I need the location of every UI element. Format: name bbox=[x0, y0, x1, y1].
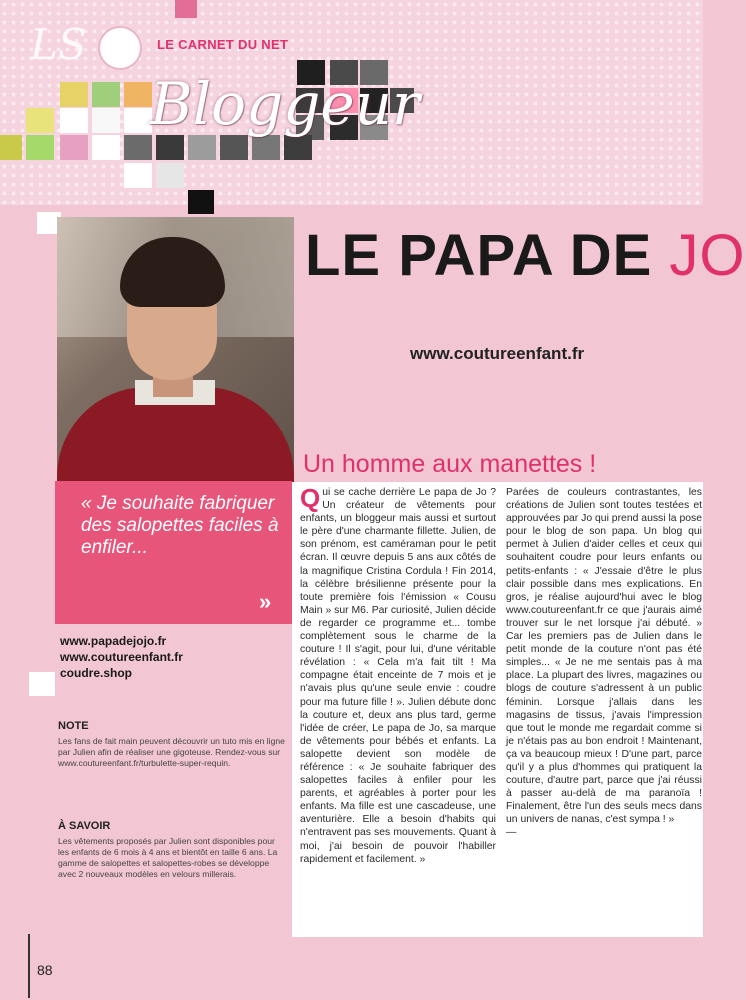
quote-open-mark: « bbox=[81, 493, 92, 514]
drop-cap: Q bbox=[300, 483, 321, 513]
a-savoir-body: Les vêtements proposés par Julien sont disponibles pour les enfants de 6 mois à 4 ans et bientôt en taille 6 ans. La gamme de salopettes et salopettes-robes se développe avec 2 nouveaux modèles en velours millerais. bbox=[58, 836, 278, 879]
rubric-title: Bloggeur bbox=[150, 70, 420, 138]
portrait-photo bbox=[57, 217, 294, 480]
website-url: www.coutureenfant.fr bbox=[410, 344, 585, 363]
pull-quote bbox=[55, 481, 292, 624]
page-rule bbox=[28, 934, 30, 998]
magazine-logo-script: LS bbox=[30, 20, 87, 69]
article-body bbox=[292, 482, 703, 937]
article-column-1-text: ui se cache derrière Le papa de Jo ? Un créateur de vêtements pour enfants, un bloggeur mais aussi et surtout le père d'une charmante fillette. Julien, de son prénom, est caméraman pour le petit écran. Il œuvre depuis 5 ans aux côtés de la magnifique Cristina Cordula ! Fin 2014, la célèbre brésilienne présente pour la toute première fois l'émission « Cousu Main » sur M6. Par curiosité, Julien décide de regarder ce programme et... tombe complètement sous le charme de la couture ! Il s'agit, pour lui, d'une véritable révélation : « Cela m'a fait tilt ! Ma compagne était enceinte de 7 mois et je n'avais plus qu'une seule envie : coudre pour ma future fille ! ». Julien débute donc la couture et, deux ans plus tard, germe l'idée de créer, Le papa de Jo, sa marque de vêtements pour bébés et enfants. La salopette devient son modèle de référence : « Je souhaite fabriquer des salopettes faciles à enfiler pour les parents, et agréables à porter pour les enfants. Ma fille est une cascadeuse, une aventurière. Elle a besoin d'habits qui n'entravent pas ses mouvements. Quant à moi, j'ai besoin de pouvoir l'habiller rapidement et facilement. » bbox=[300, 487, 496, 865]
link-coutureenfant: www.coutureenfant.fr bbox=[60, 650, 183, 664]
article-title bbox=[305, 222, 746, 289]
quote-close-mark: » bbox=[259, 589, 272, 614]
section-label: LE CARNET DU NET bbox=[157, 37, 289, 52]
note-body: Les fans de fait main peuvent découvrir un tuto mis en ligne par Julien afin de réaliser une gigoteuse. Rendez-vous sur www.coutureenfant.fr/turbulette-super-requin. bbox=[58, 736, 285, 768]
article-column-2 bbox=[506, 486, 702, 840]
article-title-accent: JO bbox=[669, 223, 746, 288]
links-list bbox=[60, 633, 183, 681]
article-column-2-text: Parées de couleurs contrastantes, les créations de Julien sont toutes testées et approuvées par Jo qui prend aussi la pose pour le blog de son papa. Un blog qui permet à Julien d'aider celles et ceux qui souhaitent coudre pour leurs enfants ou petits-enfants : « J'essaie d'être le plus clair possible dans mes explications. En gros, je réalise aujourd'hui avec le blog www.coutureenfant.fr ce que j'aurais aimé trouver sur le net lorsque j'ai débuté. » Car les premiers pas de Julien dans le petit monde de la couture n'ont pas été simples... « Je ne me sentais pas à ma place. La plupart des livres, magazines ou blogs de couture s'adressent à un public féminin. Lorsque j'allais dans les magasins de tissus, j'avais l'impression que tout le monde me regardait comme si je n'étais pas au bon endroit ! Maintenant, ça va beaucoup mieux ! D'une part, parce qu'il y a plus d'hommes qui pratiquent la couture, d'autre part, parce que j'ai réussi à passer au-delà de ma paranoïa ! Finalement, être l'un des seuls mecs dans un univers de nanas, c'est sympa ! » bbox=[506, 487, 702, 826]
page-number: 88 bbox=[37, 962, 53, 978]
magazine-logo-icon bbox=[98, 26, 142, 70]
article-column-1 bbox=[300, 483, 496, 866]
article-subtitle: Un homme aux manettes ! bbox=[303, 450, 597, 478]
link-papadejojo: www.papadejojo.fr bbox=[60, 634, 167, 648]
a-savoir-heading: À SAVOIR bbox=[58, 820, 111, 832]
article-title-main: LE PAPA DE bbox=[305, 223, 653, 288]
pull-quote-text bbox=[81, 493, 281, 559]
quote-body: Je souhaite fabriquer des salopettes faciles à enfiler... bbox=[81, 493, 279, 558]
note-heading: NOTE bbox=[58, 720, 89, 732]
link-coudre-shop: coudre.shop bbox=[60, 666, 133, 680]
article-end-mark: — bbox=[506, 827, 517, 839]
